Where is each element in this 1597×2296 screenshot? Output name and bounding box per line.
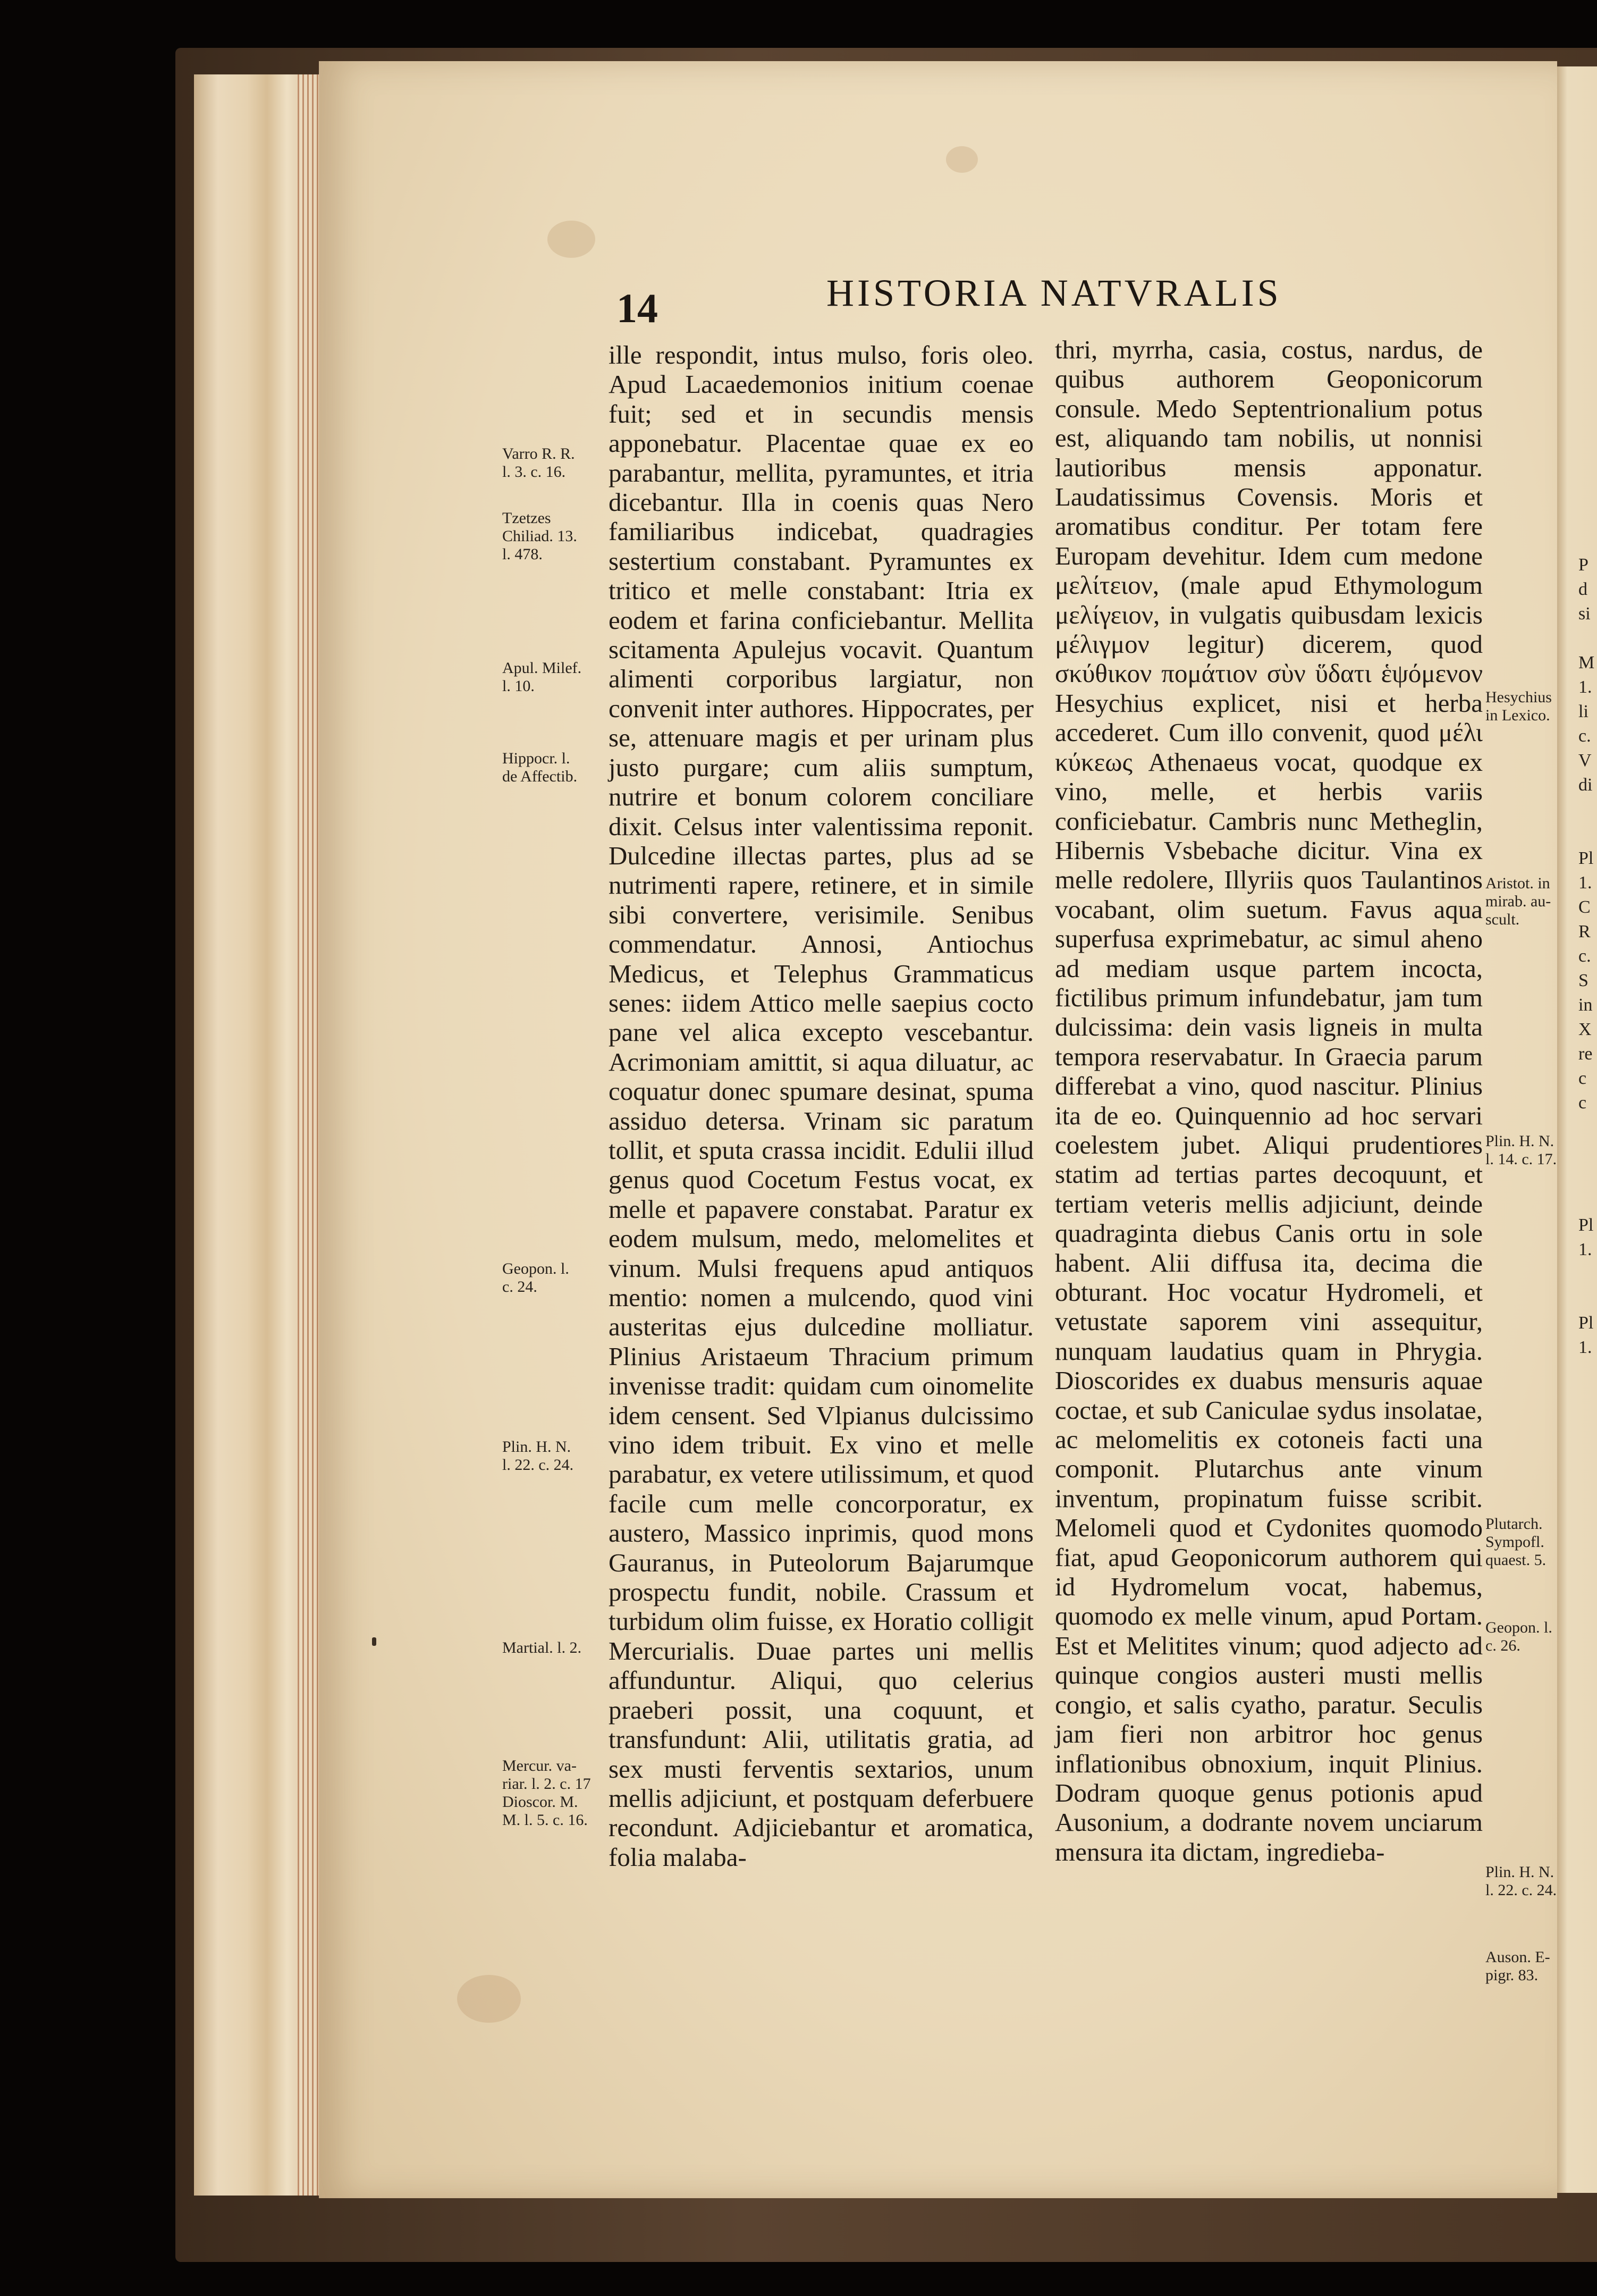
margin-note-right: Plutarch. Sympofl. quaest. 5.	[1485, 1515, 1547, 1569]
text-column-2	[1055, 335, 1483, 1866]
margin-note-left: Hippocr. l. de Affectib.	[502, 750, 578, 785]
facing-page-text-fragments: P d si M 1. li c. V di Pl 1. C R c. S in X re c c Pl 1. Pl 1.	[1578, 555, 1595, 1357]
margin-note-left: Mercur. va- riar. l. 2. c. 17 Dioscor. M. M. l. 5. c. 16.	[502, 1757, 591, 1829]
foxing-spot	[946, 146, 978, 173]
margin-note-left: Plin. H. N. l. 22. c. 24.	[502, 1438, 574, 1474]
foxing-spot	[547, 221, 595, 258]
foxing-spot	[457, 1975, 521, 2023]
margin-note-left: Varro R. R. l. 3. c. 16.	[502, 445, 575, 481]
margin-note-right: Hesychius in Lexico.	[1485, 688, 1552, 724]
margin-note-right: Geopon. l. c. 26.	[1485, 1619, 1552, 1654]
margin-note-right: Plin. H. N. l. 22. c. 24.	[1485, 1863, 1557, 1899]
margin-note-right: Aristot. in mirab. au- scult.	[1485, 874, 1551, 928]
margin-note-right: Auson. E- pigr. 83.	[1485, 1948, 1550, 1984]
margin-note-right: Plin. H. N. l. 14. c. 17.	[1485, 1132, 1557, 1168]
margin-note-left: Apul. Milef. l. 10.	[502, 659, 582, 695]
margin-note-left: Tzetzes Chiliad. 13. l. 478.	[502, 509, 577, 563]
body-text-column-1: ille respondit, intus mulso, foris oleo. Apud Lacaedemonios initium coenae fuit; sed et in secundis mensis apponebatur. Placentae quae ex eo parabantur, mellita, pyramuntes, et itria dicebantur. Illa in coenis quas Nero familiaribus indicebat, quadragies sestertium constabant. Pyramuntes ex tritico et melle constabant: Itria ex eodem et farina conficiebantur. Mellita scitamenta Apulejus vocavit. Quantum alimenti corporibus largiatur, non convenit inter authores. Hippocrates, per se, attenuare magis et per urinam plus justo purgare; cum aliis sumptum, nutrire et bonum colorem conciliare dixit. Celsus inter valentissima reponit. Dulcedine illectas partes, plus ad se nutrimenti rapere, retinere, et in simile sibi convertere, verisimile. Senibus commendatur. Annosi, Antiochus Medicus, et Telephus Grammaticus senes: iidem Attico melle saepius cocto pane vel alica excepto vescebantur. Acrimoniam amittit, si aqua diluatur, ac coquatur donec spumare desinat, spuma assiduo detersa. Vrinam sic paratum tollit, et sputa crassa incidit. Edulii illud genus quod Cocetum Festus vocat, ex melle et papavere constabat. Paratur ex eodem mulsum, medo, melomelites et vinum. Mulsi frequens apud antiquos mentio: nomen a mulcendo, quod vini austeritas ejus dulcedine molliatur. Plinius Aristaeum Thracium primum invenisse tradit: quidam cum oinomelite idem censent. Sed Vlpianus dulcissimo vino idem tribuit. Ex vino et melle parabatur, ex vetere utilissimum, et quod facile cum melle concorporatur, ex austero, Massico inprimis, quod mons Gauranus, in Puteolorum Bajarumque prospectu fundit, nobile. Crassum et turbidum olim fuisse, ex Horatio colligit Mercurialis. Duae partes uni mellis affunduntur. Aliqui, quo celerius praeberi possit, una coquunt, et transfundunt: Alii, utilitatis gratia, ad sex musti ferventis sextarios, unum mellis adjiciunt, et postquam deferbuere recondunt. Adjiciebantur et aromatica, folia malaba-	[609, 340, 1034, 1872]
text-column-1	[609, 340, 1034, 1872]
body-text-column-2: thri, myrrha, casia, costus, nardus, de quibus authorem Geoponicorum consule. Medo Septentrionalium potus est, aliquando tam nobilis, ut nonnisi lautioribus mensis apponatur. Laudatissimus Covensis. Moris et aromatibus conditur. Per totam fere Europam devehitur. Idem cum medone μελίτειον, (male apud Ethymologum μελίγειον, in vulgatis quibusdam lexicis μέλιγμον legitur) dicerem, quod σκύθικον πομάτιον σὺν ὕδατι ἑψόμενον Hesychius explicet, nisi et herba accederet. Cum illo convenit, quod μέλι κύκεως Athenaeus vocat, quodque ex vino, melle, et herbis variis conficiebatur. Cambris nunc Metheglin, Hibernis Vsbebache dicitur. Vina ex melle redolere, Illyriis quos Taulantinos vocabant, olim suetum. Favus aqua superfusa exprimebatur, ac simul aheno ad mediam usque partem incocta, fictilibus primum infundebatur, jam tum dulcissima: dein vasis ligneis in multa tempora reservabatur. In Graecia parum differebat a vino, quod nascitur. Plinius ita de eo. Quinquennio ad hoc servari coelestem jubet. Aliqui prudentiores statim ad tertias partes decoquunt, et tertiam veteris mellis adjiciunt, deinde quadraginta diebus Canis ortu in sole habent. Alii diffusa ita, decima die obturant. Hoc vocatur Hydromeli, et vetustate saporem vini assequitur, nunquam laudatius quam in Phrygia. Dioscorides ex duabus mensuris aquae coctae, et sub Caniculae sydus insolatae, ac melomelitis ex cotoneis facti una componit. Plutarchus ante vinum inventum, propinatum fuisse scribit. Melomeli quod et Cydonites quomodo fiat, apud Geoponicorum authorem qui id Hydromelum vocat, habemus, quomodo ex melle vinum, apud Portam. Est et Melitites vinum; quod adjecto ad quinque congios austeri musti mellis congio, et salis cyatho, paratur. Seculis jam fieri non arbitror hoc genus inflationibus obnoxium, inquit Plinius. Dodram quoque genus potionis apud Ausonium, a dodrante novem unciarum mensura ita dictam, ingredieba-	[1055, 335, 1483, 1866]
margin-note-left: Geopon. l. c. 24.	[502, 1260, 569, 1296]
page-number: 14	[616, 285, 658, 331]
ink-mark	[372, 1637, 376, 1646]
running-head: HISTORIA NATVRALIS	[826, 272, 1282, 314]
margin-note-left: Martial. l. 2.	[502, 1639, 582, 1656]
